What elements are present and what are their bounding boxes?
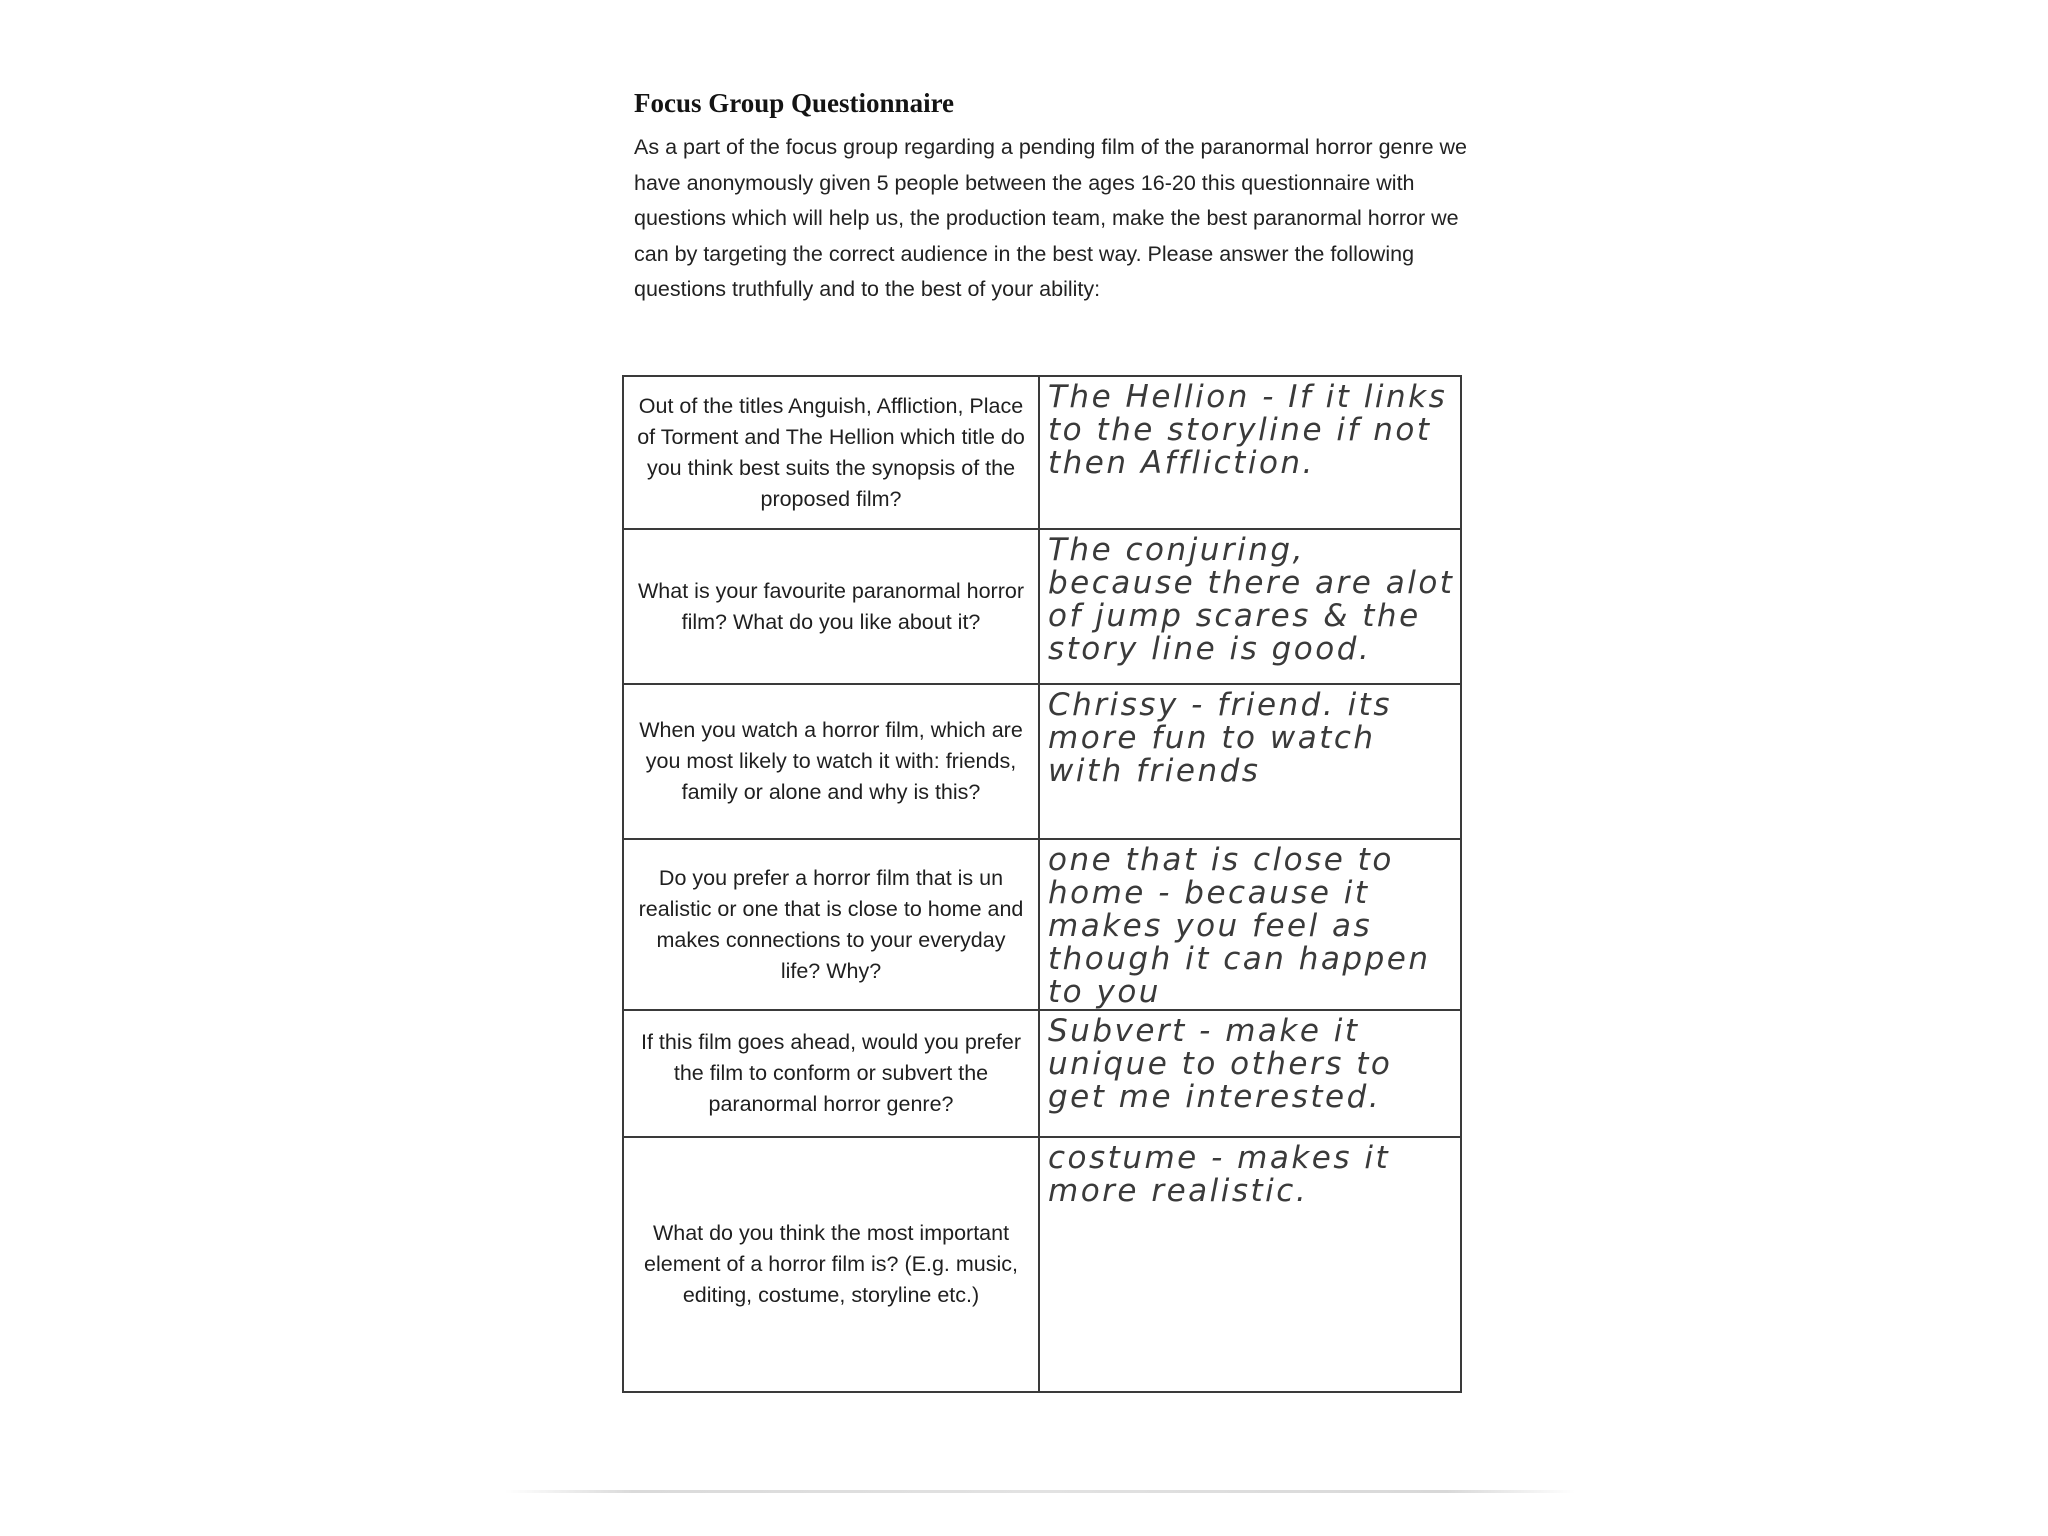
- table-row: [623, 839, 1461, 1010]
- questionnaire-table: [622, 375, 1462, 1393]
- question-cell: Do you prefer a horror film that is un realistic or one that is close to home and makes connections to your everyday life? Why?: [623, 839, 1039, 1010]
- question-cell: Out of the titles Anguish, Affliction, Place of Torment and The Hellion which title do you think best suits the synopsis of the proposed film?: [623, 376, 1039, 529]
- handwritten-answer: The Hellion - If it links to the storyline if not then Affliction.: [1039, 376, 1461, 529]
- question-cell: What is your favourite paranormal horror film? What do you like about it?: [623, 529, 1039, 684]
- scan-edge-line: [505, 1490, 1575, 1493]
- handwritten-answer: Subvert - make it unique to others to get me interested.: [1039, 1010, 1461, 1137]
- question-cell: If this film goes ahead, would you prefer the film to conform or subvert the paranormal horror genre?: [623, 1010, 1039, 1137]
- table-row: [623, 376, 1461, 529]
- page-title: Focus Group Questionnaire: [634, 88, 955, 118]
- table-row: [623, 529, 1461, 684]
- handwritten-answer: The conjuring, because there are alot of jump scares & the story line is good.: [1039, 529, 1461, 684]
- table-row: [623, 684, 1461, 839]
- table-row: [623, 1137, 1461, 1392]
- intro-paragraph: As a part of the focus group regarding a pending film of the paranormal horror genre we have anonymously given 5 people between the ages 16-20 this questionnaire with questions which will help us, the production team, make the best paranormal horror we can by targeting the correct audience in the best way. Please answer the following questions truthfully and to the best of your ability:: [634, 135, 1468, 301]
- handwritten-answer: one that is close to home - because it makes you feel as though it can happen to you: [1039, 839, 1461, 1010]
- question-cell: When you watch a horror film, which are you most likely to watch it with: friends, family or alone and why is this?: [623, 684, 1039, 839]
- table-row: [623, 1010, 1461, 1137]
- handwritten-answer: Chrissy - friend. its more fun to watch with friends: [1039, 684, 1461, 839]
- handwritten-answer: costume - makes it more realistic.: [1039, 1137, 1461, 1392]
- question-cell: What do you think the most important element of a horror film is? (E.g. music, editing, costume, storyline etc.): [623, 1137, 1039, 1392]
